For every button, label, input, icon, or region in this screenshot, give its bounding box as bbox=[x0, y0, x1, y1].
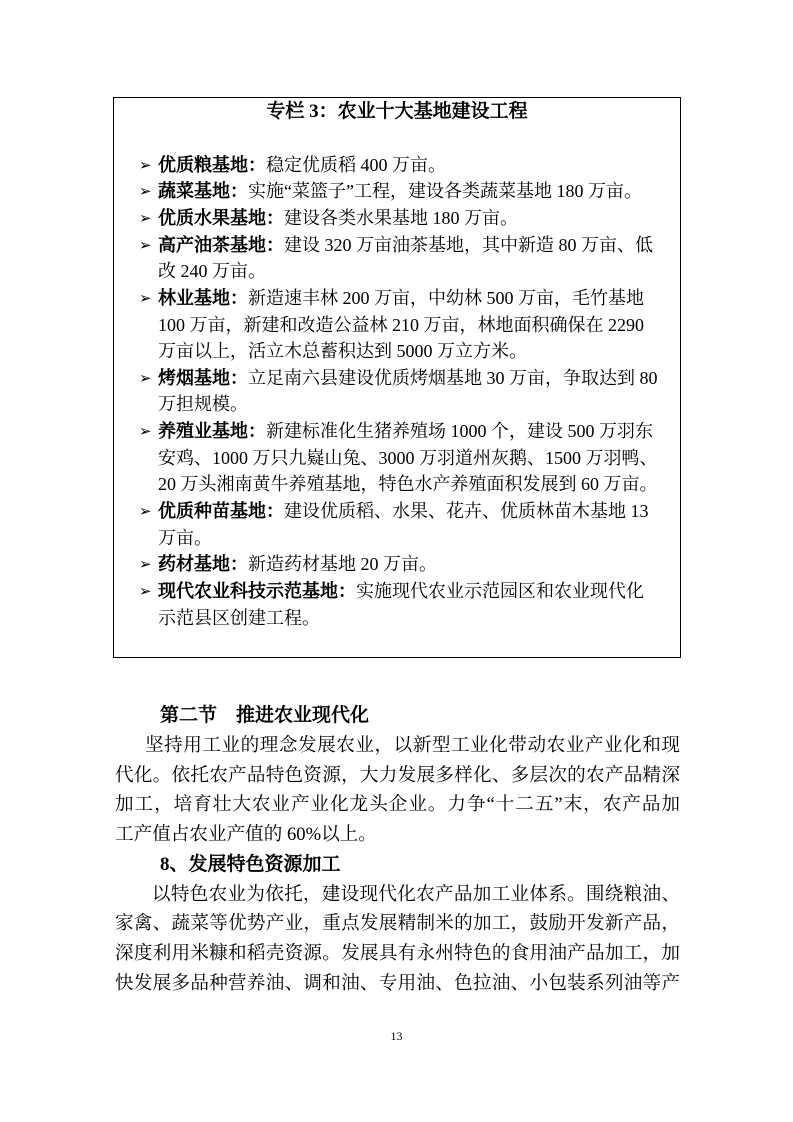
list-item bbox=[139, 152, 673, 179]
item-line: 20 万头湘南黄牛养殖基地，特色水产养殖面积发展到 60 万亩。 bbox=[158, 474, 658, 495]
list-item bbox=[139, 205, 673, 232]
paragraph-line: 加工，培育壮大农业产业化龙头企业。力争“十二五”末，农产品加 bbox=[115, 794, 680, 816]
arrow-bullet-icon: ➢ bbox=[139, 155, 152, 174]
paragraph-line: 坚持用工业的理念发展农业，以新型工业化带动农业产业化和现 bbox=[145, 734, 680, 756]
item-label: 优质粮基地： bbox=[158, 154, 266, 175]
paragraph-line: 深度利用米糠和稻壳资源。发展具有永州特色的食用油产品加工，加 bbox=[115, 943, 680, 965]
arrow-bullet-icon: ➢ bbox=[139, 555, 152, 574]
item-text: 建设各类水果基地 180 万亩。 bbox=[284, 207, 518, 228]
item-text: 新造药材基地 20 万亩。 bbox=[248, 554, 437, 575]
column-box bbox=[113, 97, 681, 658]
paragraph-line: 快发展多品种营养油、调和油、专用油、色拉油、小包装系列油等产 bbox=[115, 972, 680, 994]
section-heading: 第二节 推进农业现代化 bbox=[160, 705, 370, 727]
item-line bbox=[158, 205, 673, 232]
item-line bbox=[158, 178, 673, 205]
item-label: 蔬菜基地： bbox=[158, 181, 248, 202]
page-number: 13 bbox=[390, 1029, 403, 1043]
item-label: 药材基地： bbox=[158, 554, 248, 575]
list-item bbox=[139, 285, 673, 365]
item-line: 示范县区创建工程。 bbox=[158, 607, 320, 628]
item-line bbox=[158, 551, 673, 578]
item-text: 新造速丰林 200 万亩，中幼林 500 万亩，毛竹基地 bbox=[248, 287, 644, 308]
arrow-bullet-icon: ➢ bbox=[139, 368, 152, 387]
arrow-bullet-icon: ➢ bbox=[139, 235, 152, 254]
item-text: 建设 320 万亩油茶基地，其中新造 80 万亩、低 bbox=[284, 234, 653, 255]
arrow-bullet-icon: ➢ bbox=[139, 422, 152, 441]
list-item bbox=[139, 498, 673, 551]
item-label: 高产油茶基地： bbox=[158, 234, 284, 255]
paragraph-line: 代化。依托农产品特色资源，大力发展多样化、多层次的农产品精深 bbox=[115, 764, 680, 786]
paragraph-line: 家禽、蔬菜等优势产业，重点发展精制米的加工，鼓励开发新产品， bbox=[115, 913, 680, 935]
item-text: 新建标准化生猪养殖场 1000 个，建设 500 万羽东 bbox=[266, 421, 653, 442]
item-text: 立足南六县建设优质烤烟基地 30 万亩，争取达到 80 bbox=[248, 367, 658, 388]
list-item bbox=[139, 365, 673, 418]
item-label: 优质水果基地： bbox=[158, 207, 284, 228]
paragraph-line: 工产值占农业产值的 60%以上。 bbox=[115, 824, 377, 846]
arrow-bullet-icon: ➢ bbox=[139, 208, 152, 227]
list-item bbox=[139, 418, 673, 498]
item-line bbox=[158, 365, 673, 392]
item-line bbox=[158, 578, 673, 605]
item-text: 建设优质稻、水果、花卉、优质林苗木基地 13 bbox=[284, 501, 649, 522]
paragraph-line: 以特色农业为依托，建设现代化农产品加工业体系。围绕粮油、 bbox=[152, 883, 680, 905]
box-title: 专栏 3：农业十大基地建设工程 bbox=[266, 101, 528, 122]
subsection-heading: 8、发展特色资源加工 bbox=[160, 853, 341, 875]
item-text: 稳定优质稻 400 万亩。 bbox=[266, 154, 446, 175]
item-text: 实施“菜篮子”工程，建设各类蔬菜基地 180 万亩。 bbox=[248, 181, 642, 202]
list-item bbox=[139, 578, 673, 631]
arrow-bullet-icon: ➢ bbox=[139, 288, 152, 307]
arrow-bullet-icon: ➢ bbox=[139, 182, 152, 201]
list-item bbox=[139, 551, 673, 578]
section-body bbox=[115, 701, 680, 999]
item-line: 万亩。 bbox=[158, 527, 212, 548]
item-line bbox=[158, 498, 673, 525]
item-label: 养殖业基地： bbox=[158, 421, 266, 442]
item-line bbox=[158, 285, 673, 312]
list-item bbox=[139, 232, 673, 285]
item-label: 林业基地： bbox=[158, 287, 248, 308]
item-line: 100 万亩，新建和改造公益林 210 万亩，林地面积确保在 2290 bbox=[158, 314, 644, 335]
arrow-bullet-icon: ➢ bbox=[139, 502, 152, 521]
item-line: 安鸡、1000 万只九嶷山兔、3000 万羽道州灰鹅、1500 万羽鸭、 bbox=[158, 447, 658, 468]
item-text: 实施现代农业示范园区和农业现代化 bbox=[356, 580, 644, 601]
item-label: 现代农业科技示范基地： bbox=[158, 580, 356, 601]
item-line bbox=[158, 152, 673, 179]
item-line: 万担规模。 bbox=[158, 394, 248, 415]
item-line: 改 240 万亩。 bbox=[158, 261, 266, 282]
item-label: 烤烟基地： bbox=[158, 367, 248, 388]
arrow-bullet-icon: ➢ bbox=[139, 581, 152, 600]
item-line bbox=[158, 418, 673, 445]
item-label: 优质种苗基地： bbox=[158, 501, 284, 522]
base-list bbox=[139, 152, 673, 632]
item-line: 万亩以上，活立木总蓄积达到 5000 万立方米。 bbox=[158, 341, 527, 362]
list-item bbox=[139, 178, 673, 205]
item-line bbox=[158, 232, 673, 259]
